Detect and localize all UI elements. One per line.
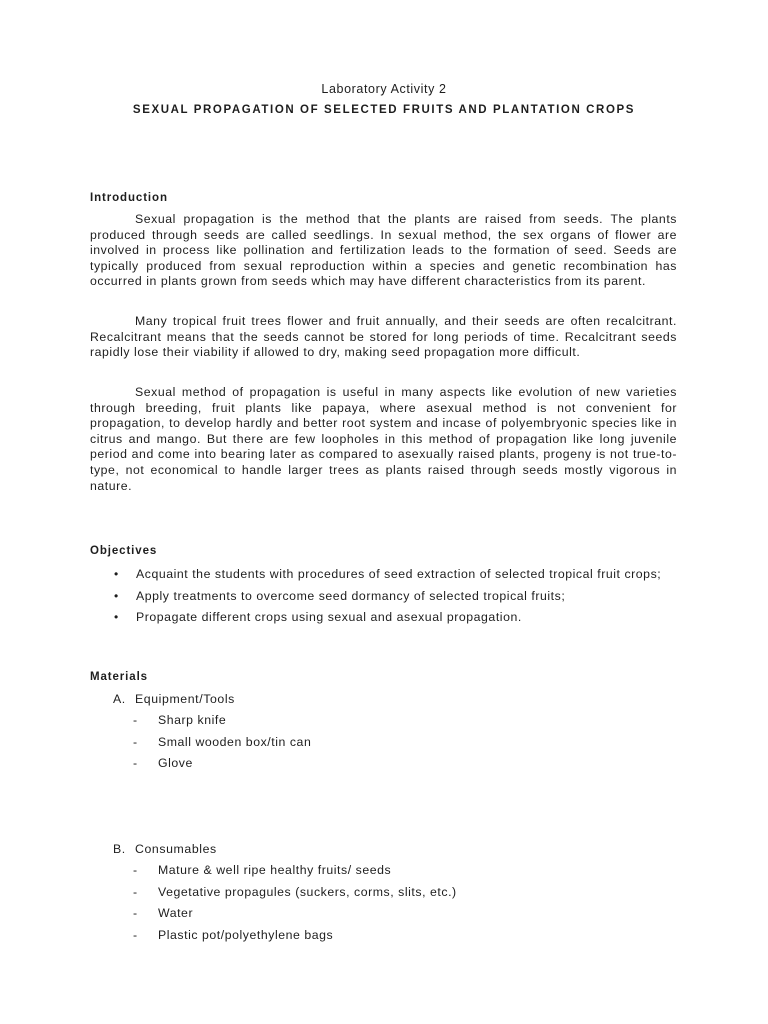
- dash-icon: -: [133, 756, 138, 770]
- equipment-item: [133, 756, 311, 778]
- dash-icon: -: [133, 734, 138, 749]
- consumables-letter: B.: [113, 842, 126, 856]
- consumables-heading: [113, 842, 217, 856]
- introduction-heading: Introduction: [90, 192, 168, 204]
- equipment-item: [133, 735, 311, 757]
- activity-subtitle: Laboratory Activity 2: [321, 82, 447, 96]
- equipment-item: [133, 713, 311, 735]
- bullet-icon: •: [114, 610, 119, 625]
- equipment-item-text: Glove: [158, 756, 193, 770]
- dash-icon: -: [133, 927, 138, 942]
- equipment-list: [133, 713, 311, 778]
- objective-text: Propagate different crops using sexual and asexual propagation.: [136, 610, 522, 625]
- consumables-list: [133, 863, 457, 949]
- objective-item: [90, 589, 676, 605]
- objective-item: [90, 610, 676, 626]
- dash-icon: -: [133, 884, 138, 899]
- equipment-label: Equipment/Tools: [135, 692, 235, 706]
- equipment-heading: [113, 692, 235, 706]
- equipment-item-text: Sharp knife: [158, 713, 227, 727]
- introduction-paragraph-1: Sexual propagation is the method that the plants are raised from seeds. The plants produced through seeds are called seedlings. In sexual method, the sex organs of flower are involved in process like pollination and fertilization leads to the formation of seed. Seeds are typically produced from sexual reproduction within a species and genetic recombination has occurred in plants grown from seeds which may have different characteristics from its parent.: [90, 212, 677, 289]
- consumables-item-text: Plastic pot/polyethylene bags: [158, 927, 334, 942]
- document-title: SEXUAL PROPAGATION OF SELECTED FRUITS AND PLANTATION CROPS: [132, 104, 636, 116]
- dash-icon: -: [133, 863, 138, 877]
- consumables-item: [133, 863, 457, 885]
- materials-heading: Materials: [90, 671, 148, 683]
- equipment-item-text: Small wooden box/tin can: [158, 734, 312, 749]
- consumables-item-text: Vegetative propagules (suckers, corms, slits, etc.): [158, 884, 457, 899]
- introduction-paragraph-2: Many tropical fruit trees flower and fruit annually, and their seeds are often recalcitrant. Recalcitrant means that the seeds cannot be stored for long periods of time. Recalcitrant seeds rapidly lose their viability if allowed to dry, making seed propagation more difficult.: [90, 314, 677, 360]
- objective-text: Apply treatments to overcome seed dormancy of selected tropical fruits;: [136, 588, 566, 603]
- consumables-label: Consumables: [135, 842, 217, 856]
- consumables-item-text: Mature & well ripe healthy fruits/ seeds: [158, 863, 392, 877]
- introduction-paragraph-3: Sexual method of propagation is useful in many aspects like evolution of new varieties through breeding, fruit plants like papaya, where asexual method is not convenient for propagation, to develop hardly and better root system and incase of polyembryonic species like in citrus and mango. But there are few loopholes in this method of propagation like long juvenile period and come into bearing later as compared to asexually raised plants, progeny is not true-to-type, not economical to handle larger trees as plants raised through seeds mostly vigorous in nature.: [90, 385, 677, 493]
- equipment-letter: A.: [113, 692, 126, 706]
- objective-text: Acquaint the students with procedures of seed extraction of selected tropical fruit crops;: [136, 567, 662, 581]
- objective-item: [90, 567, 676, 583]
- dash-icon: -: [133, 906, 138, 920]
- consumables-item: [133, 885, 457, 907]
- dash-icon: -: [133, 713, 138, 727]
- consumables-item: [133, 928, 457, 950]
- objectives-heading: Objectives: [90, 545, 158, 557]
- consumables-item: [133, 906, 457, 928]
- objectives-list: [90, 567, 690, 632]
- consumables-item-text: Water: [158, 906, 194, 920]
- bullet-icon: •: [114, 588, 119, 603]
- bullet-icon: •: [114, 567, 119, 581]
